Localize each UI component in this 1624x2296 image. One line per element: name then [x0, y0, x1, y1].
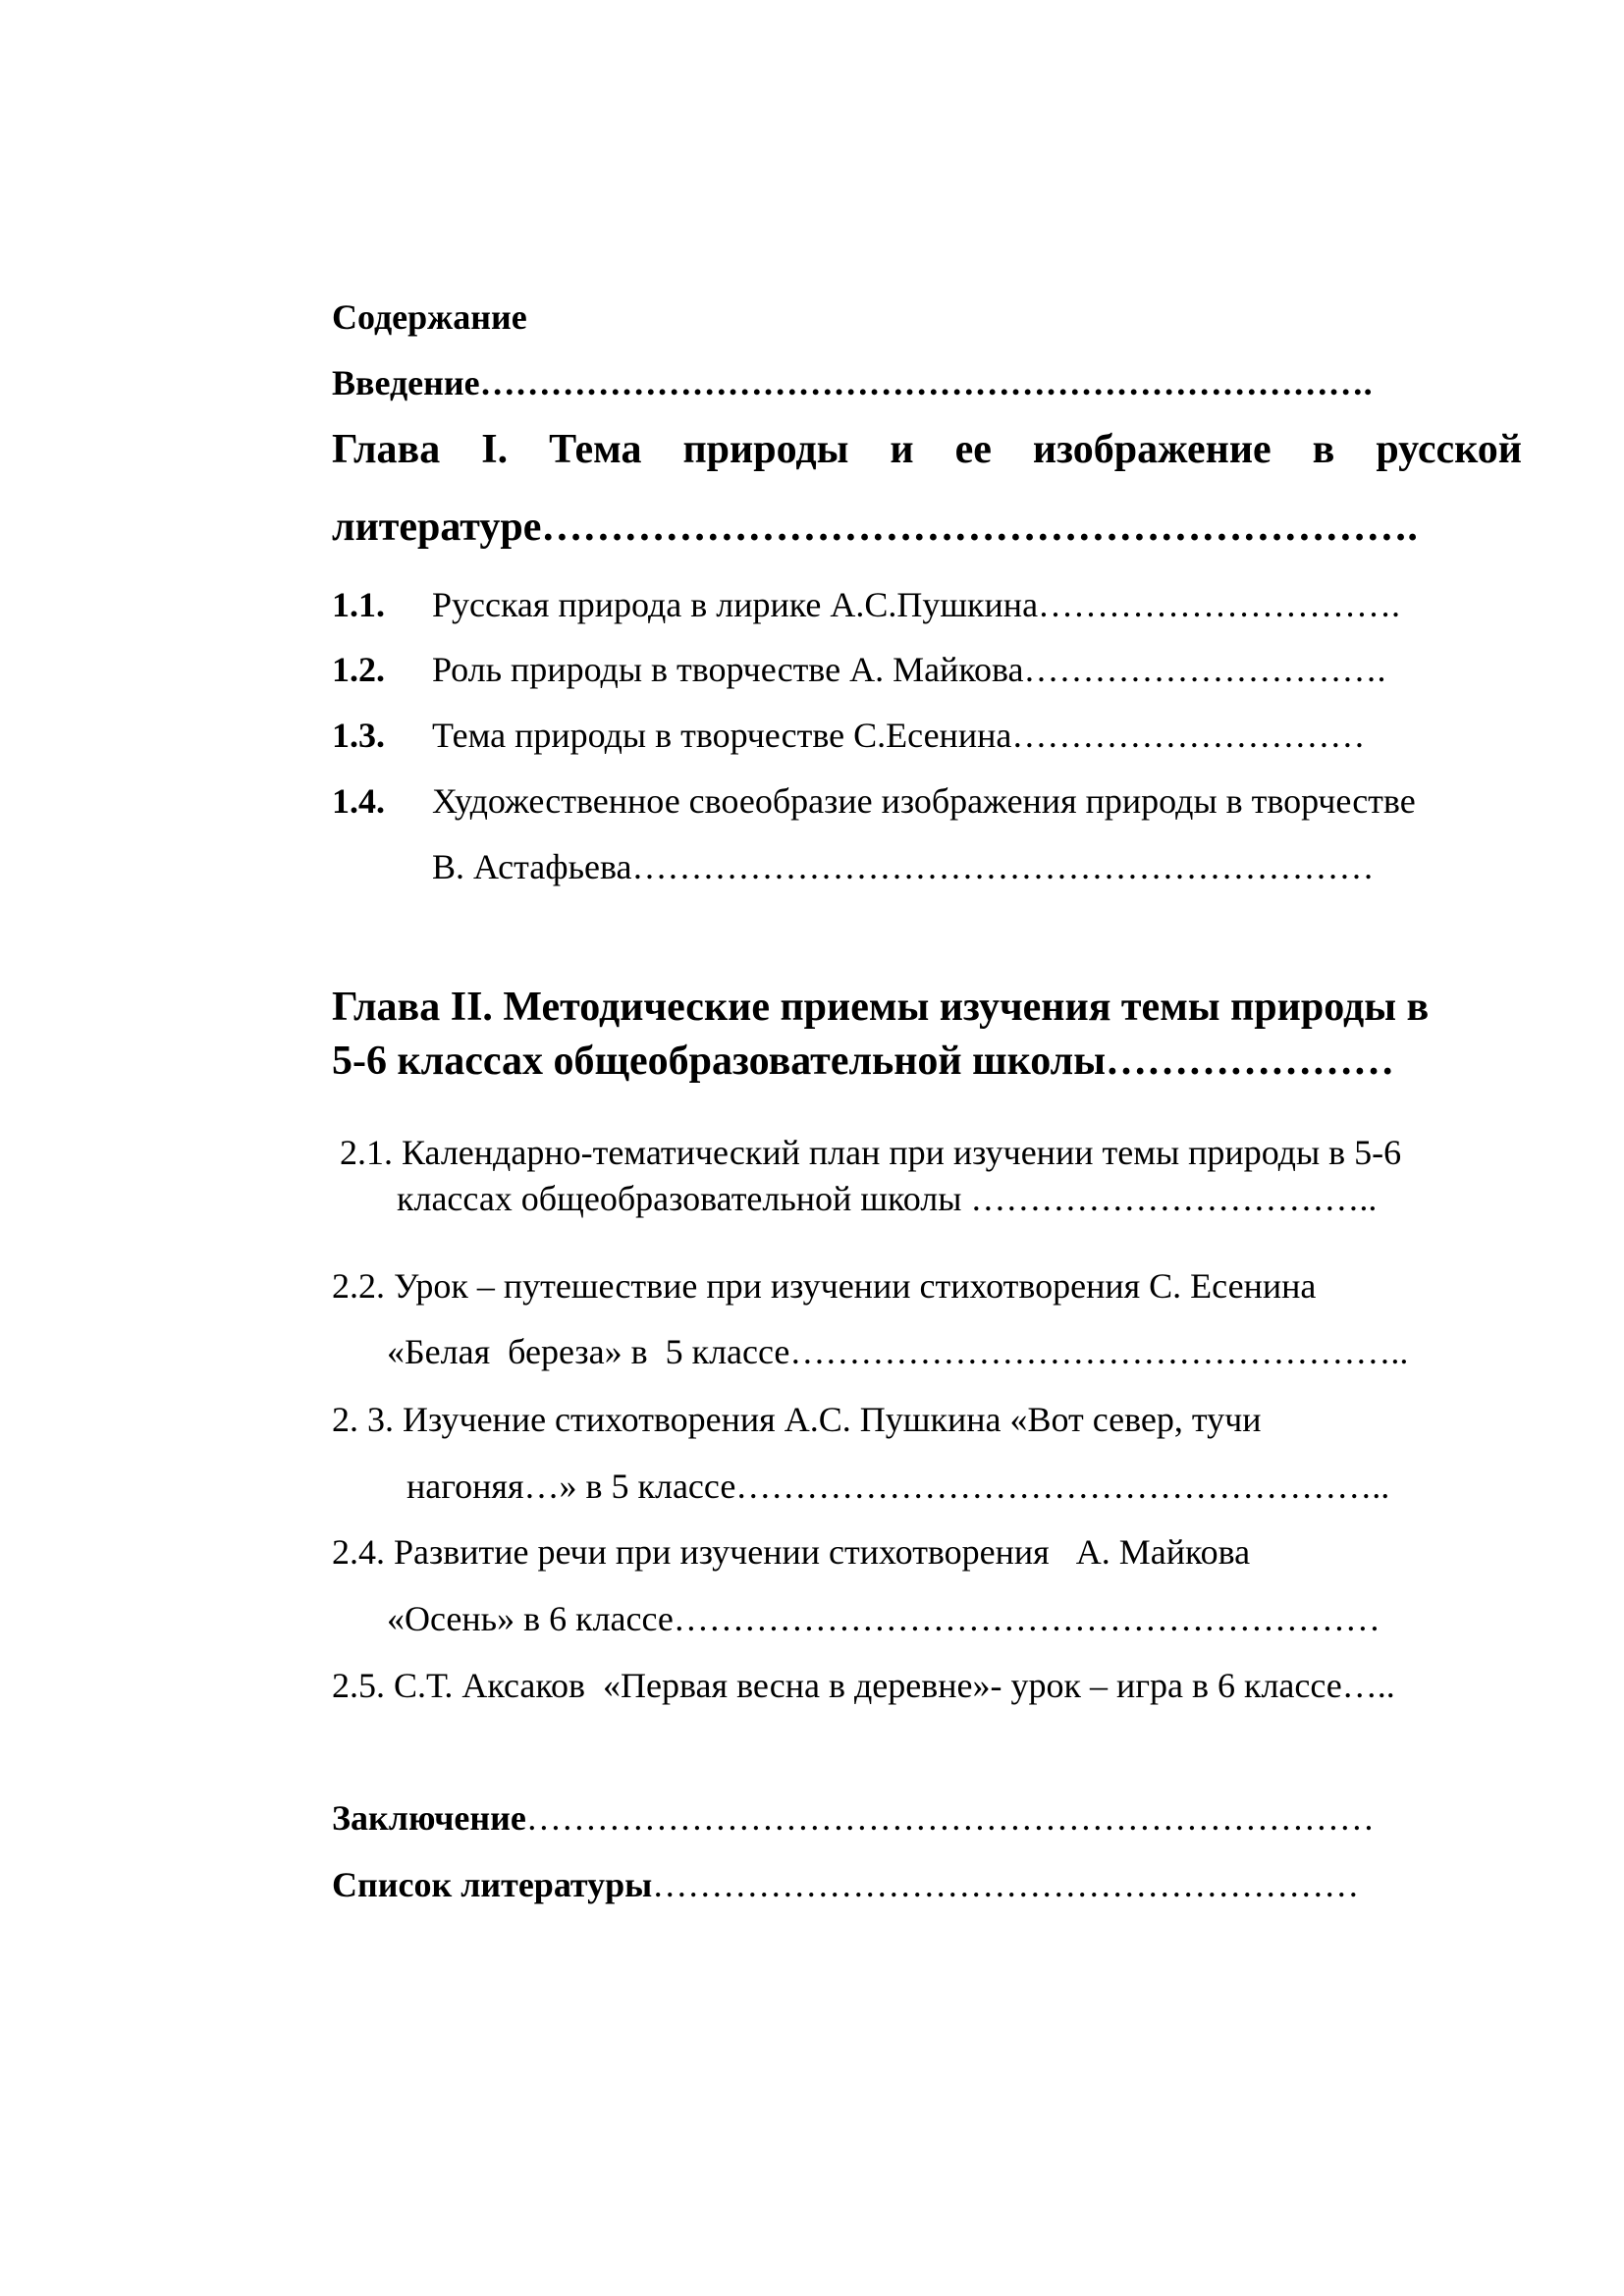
chapter2-title-line2: 5-6 классах общеобразовательной школы…………………	[332, 1039, 1395, 1084]
toc-item-number: 1.3.	[332, 716, 385, 755]
toc-references	[332, 1867, 1359, 1902]
toc-item-1-4: Художественное своеобразие изображения природы в творчестве	[432, 781, 1416, 821]
toc-item-2-1-continued: классах общеобразовательной школы ……………………………..	[397, 1179, 1378, 1218]
toc-item-number: 1.4.	[332, 781, 385, 821]
toc-item-1-2: Роль природы в творчестве А. Майкова………………………….	[432, 650, 1386, 689]
chapter2-title-line1: Глава II. Методические приемы изучения темы природы в	[332, 985, 1430, 1030]
toc-item-2-3: 2. 3. Изучение стихотворения А.С. Пушкина «Вот север, тучи	[332, 1400, 1262, 1439]
toc-item-1-3: Тема природы в творчестве С.Есенина…………………………	[432, 716, 1366, 755]
conclusion-label: Заключение	[332, 1798, 526, 1838]
chapter1-title-line1: Глава I. Тема природы и ее изображение в русской	[332, 427, 1522, 472]
toc-item-2-5: 2.5. С.Т. Аксаков «Первая весна в деревне»- урок – игра в 6 классе…..	[332, 1666, 1395, 1705]
toc-heading: Содержание	[332, 297, 527, 337]
references-dots: ……………………………………………………	[652, 1865, 1360, 1904]
toc-item-number: 1.2.	[332, 650, 385, 689]
chapter1-title-line2: литературе……………………………………………………….	[332, 505, 1418, 550]
toc-item-2-4: 2.4. Развитие речи при изучении стихотворения А. Майкова	[332, 1532, 1251, 1572]
toc-intro: Введение………………………………………………………………….	[332, 363, 1373, 402]
toc-conclusion	[332, 1800, 1375, 1836]
toc-item-1-1: Русская природа в лирике А.С.Пушкина………………………….	[432, 585, 1401, 624]
toc-item-2-4-continued: «Осень» в 6 классе……………………………………………………	[387, 1599, 1380, 1638]
toc-item-2-1: 2.1. Календарно-тематический план при изучении темы природы в 5-6	[340, 1133, 1402, 1172]
toc-item-2-3-continued: нагоняя…» в 5 классе………………………………………………..	[406, 1467, 1390, 1506]
toc-item-2-2-continued: «Белая береза» в 5 классе……………………………………………..	[387, 1332, 1409, 1371]
references-label: Список литературы	[332, 1865, 653, 1904]
toc-item-2-2: 2.2. Урок – путешествие при изучении стихотворения С. Есенина	[332, 1266, 1317, 1306]
conclusion-dots: ………………………………………………………………	[525, 1798, 1375, 1838]
toc-item-1-4-continued: В. Астафьева………………………………………………………	[432, 847, 1375, 886]
toc-item-number: 1.1.	[332, 585, 385, 624]
